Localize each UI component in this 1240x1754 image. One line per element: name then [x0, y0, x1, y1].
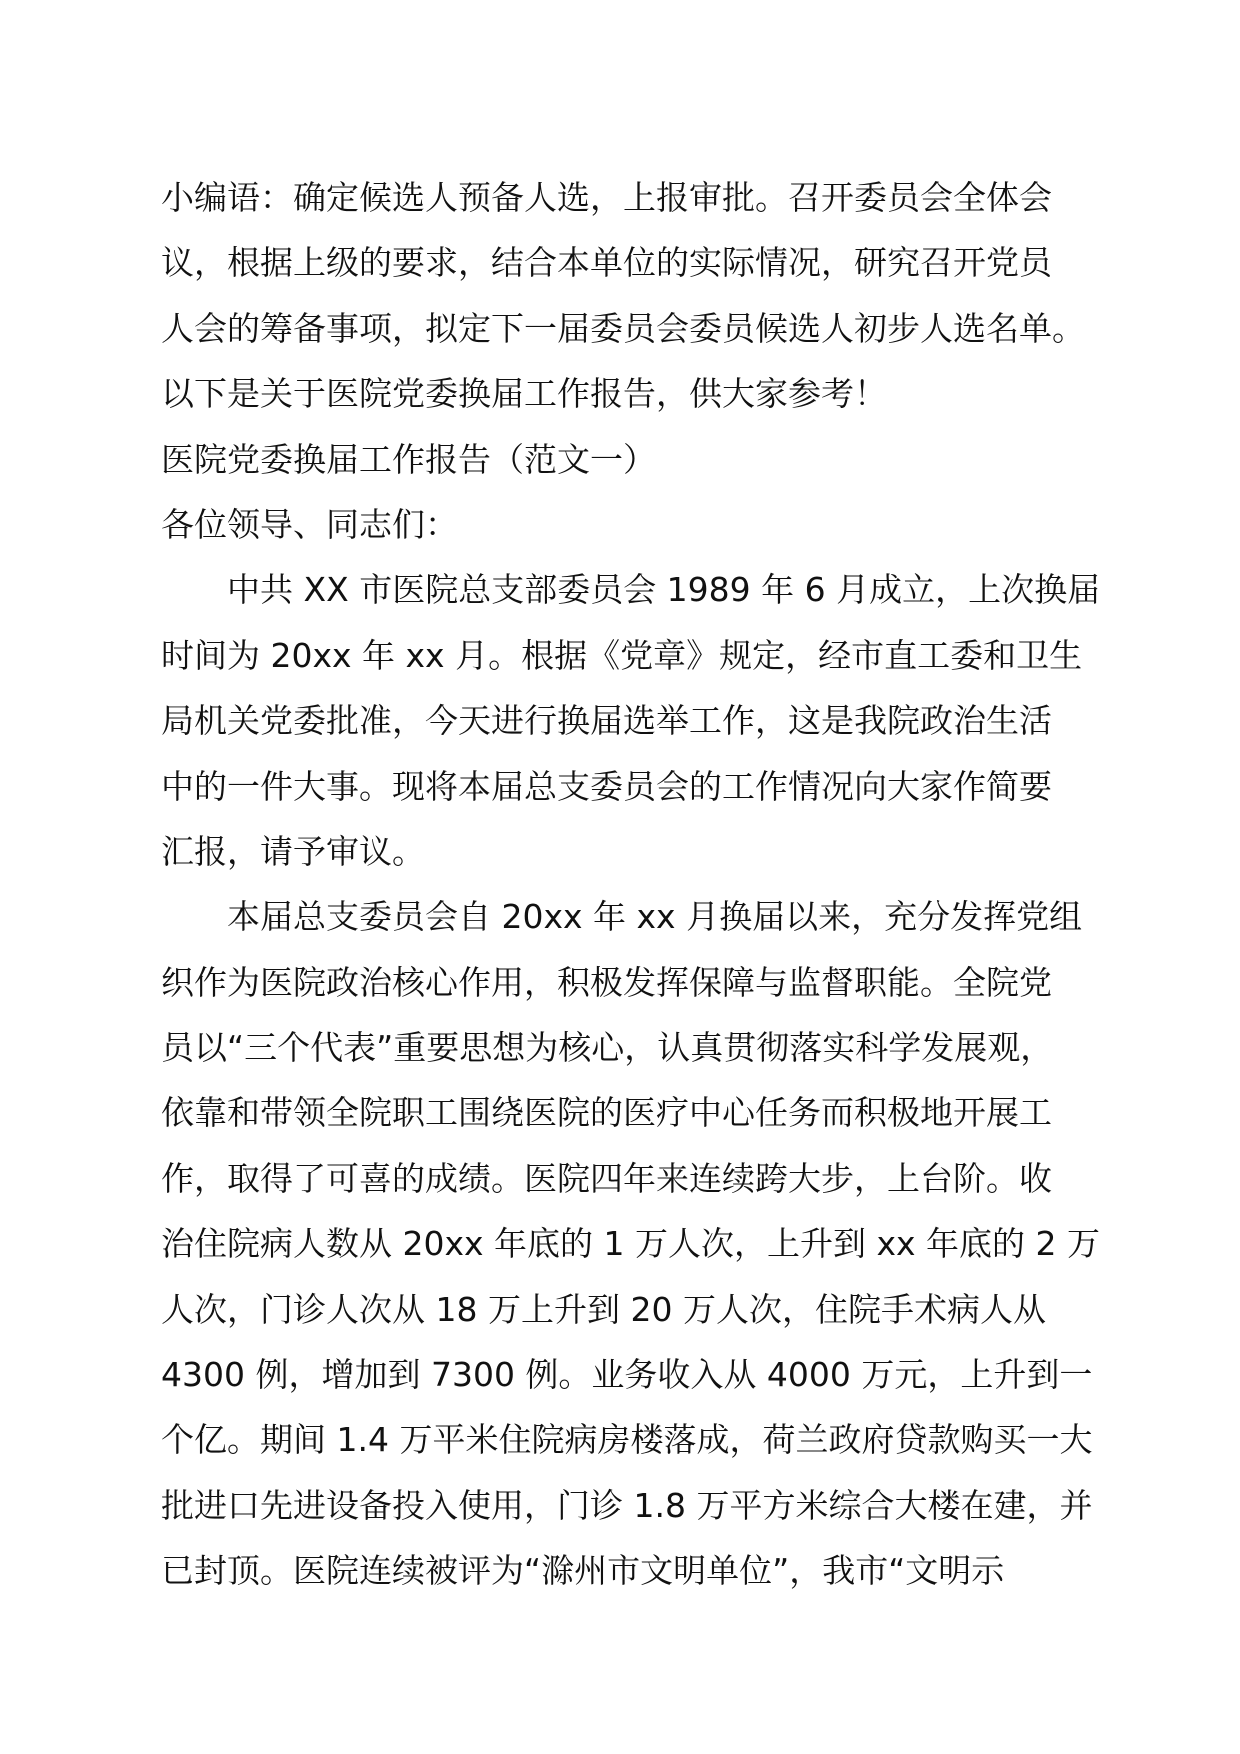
paragraph-2-line: 个亿。期间 1.4 万平米住院病房楼落成，荷兰政府贷款购买一大 — [161, 1420, 1093, 1460]
paragraph-1-line: 汇报，请予审议。 — [161, 831, 425, 871]
salutation: 各位领导、同志们： — [161, 504, 458, 544]
paragraph-1-line: 中的一件大事。现将本届总支委员会的工作情况向大家作简要 — [161, 766, 1052, 806]
paragraph-1-line: 时间为 20xx 年 xx 月。根据《党章》规定，经市直工委和卫生 — [161, 635, 1083, 675]
paragraph-2-line: 批进口先进设备投入使用，门诊 1.8 万平方米综合大楼在建，并 — [161, 1485, 1093, 1525]
paragraph-1-line: 中共 XX 市医院总支部委员会 1989 年 6 月成立，上次换届 — [227, 570, 1101, 610]
document-body — [161, 165, 1121, 1604]
intro-line: 议，根据上级的要求，结合本单位的实际情况，研究召开党员 — [161, 243, 1052, 283]
intro-line: 以下是关于医院党委换届工作报告，供大家参考！ — [161, 374, 887, 414]
intro-line: 小编语：确定候选人预备人选，上报审批。召开委员会全体会 — [161, 178, 1052, 217]
paragraph-2-line: 员以“三个代表”重要思想为核心，认真贯彻落实科学发展观， — [161, 1028, 1054, 1068]
paragraph-2-line: 治住院病人数从 20xx 年底的 1 万人次，上升到 xx 年底的 2 万 — [161, 1224, 1101, 1264]
paragraph-2-line: 已封顶。医院连续被评为“滁州市文明单位”，我市“文明示 — [161, 1551, 1005, 1591]
paragraph-2-line: 4300 例，增加到 7300 例。业务收入从 4000 万元，上升到一 — [161, 1355, 1093, 1395]
paragraph-2-line: 依靠和带领全院职工围绕医院的医疗中心任务而积极地开展工 — [161, 1093, 1052, 1133]
paragraph-2-line: 作，取得了可喜的成绩。医院四年来连续跨大步，上台阶。收 — [161, 1158, 1052, 1198]
paragraph-2-line: 织作为医院政治核心作用，积极发挥保障与监督职能。全院党 — [161, 962, 1052, 1002]
paragraph-2-line: 人次，门诊人次从 18 万上升到 20 万人次，住院手术病人从 — [161, 1289, 1046, 1329]
paragraph-2-line: 本届总支委员会自 20xx 年 xx 月换届以来，充分发挥党组 — [227, 897, 1083, 937]
intro-line: 人会的筹备事项，拟定下一届委员会委员候选人初步人选名单。 — [161, 308, 1085, 348]
document-title: 医院党委换届工作报告（范文一） — [161, 439, 656, 479]
paragraph-1-line: 局机关党委批准，今天进行换届选举工作，这是我院政治生活 — [161, 701, 1052, 741]
